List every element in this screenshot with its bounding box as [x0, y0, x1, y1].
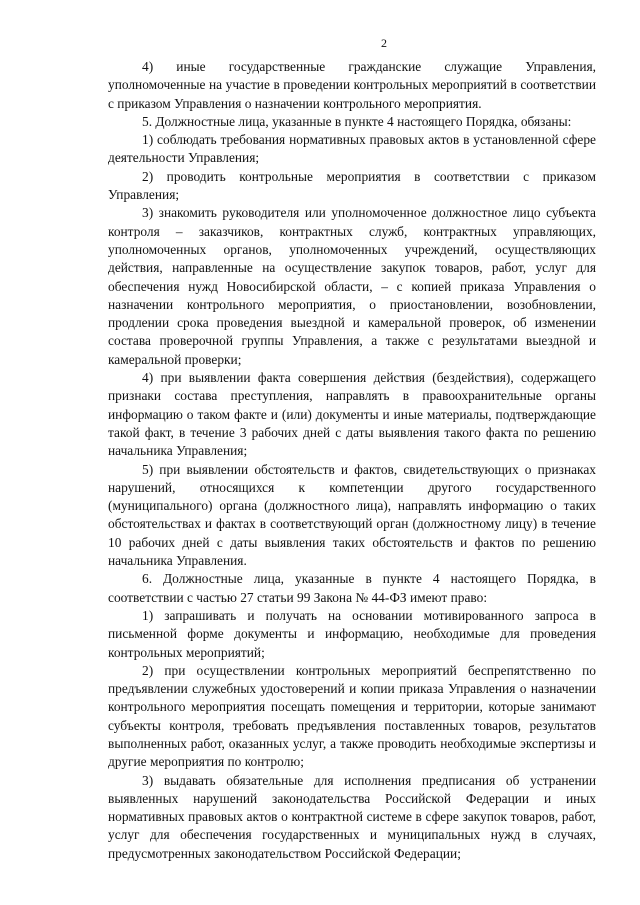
paragraph-right-2: 2) при осуществлении контрольных мероприятий беспрепятственно по предъявлении служебных удостоверений и копии приказа Управления о назначении контрольного мероприятия посещать помещения и территории, которые занимают субъекты контроля, требовать предъявления поставленных товаров, результатов выполненных работ, оказанных услуг, а также проводить необходимые экспертизы и другие мероприятия по контролю;	[108, 662, 596, 770]
paragraph-duty-2: 2) проводить контрольные мероприятия в соответствии с приказом Управления;	[108, 168, 596, 203]
paragraph-duty-3: 3) знакомить руководителя или уполномоченное должностное лицо субъекта контроля – заказчиков, контрактных служб, контрактных управляющих, уполномоченных органов, уполномоченных учреждений, осуществляющих действия, направленные на осуществление закупок товаров, работ, услуг для обеспечения нужд Новосибирской области, – с копией приказа Управления о назначении контрольного мероприятия, о приостановлении, возобновлении, продлении срока проведения выездной и камеральной проверок, об изменении состава проверочной группы Управления, а также с результатами выездной и камеральной проверки;	[108, 205, 596, 367]
paragraph-clause-6: 6. Должностные лица, указанные в пункте 4 настоящего Порядка, в соответствии с частью 27 статьи 99 Закона № 44-ФЗ имеют право:	[108, 571, 596, 605]
paragraph-duty-4: 4) при выявлении факта совершения действия (бездействия), содержащего признаки состава преступления, направлять в правоохранительные органы информацию о таком факте и (или) документы и иные материалы, подтверждающие такой факт, в течение 3 рабочих дней с даты выявления такого факта по решению начальника Управления;	[108, 370, 596, 459]
paragraph-right-3: 3) выдавать обязательные для исполнения предписания об устранении выявленных нарушений законодательства Российской Федерации и иных нормативных правовых актов о контрактной системе в сфере закупок товаров, работ, услуг для обеспечения государственных и муниципальных нужд в случаях, предусмотренных законодательством Российской Федерации;	[108, 772, 596, 861]
paragraph-item-4-officials: 4) иные государственные гражданские служащие Управления, уполномоченные на участие в проведении контрольных мероприятий в соответствии с приказом Управления о назначении контрольного мероприятия.	[108, 59, 596, 111]
page-number: 2	[381, 36, 387, 50]
paragraph-duty-5: 5) при выявлении обстоятельств и фактов, свидетельствующих о признаках нарушений, относящихся к компетенции другого государственного (муниципального) органа (должностного лица), направлять информацию о таких обстоятельствах и фактах в соответствующий орган (должностному лицу) в течение 10 рабочих дней с даты выявления таких обстоятельств и фактов по решению начальника Управления.	[108, 461, 596, 569]
paragraph-duty-1: 1) соблюдать требования нормативных правовых актов в установленной сфере деятельности Управления;	[108, 132, 596, 166]
paragraph-right-1: 1) запрашивать и получать на основании мотивированного запроса в письменной форме документы и информацию, необходимые для проведения контрольных мероприятий;	[108, 607, 596, 660]
paragraph-clause-5: 5. Должностные лица, указанные в пункте 4 настоящего Порядка, обязаны:	[142, 113, 572, 129]
